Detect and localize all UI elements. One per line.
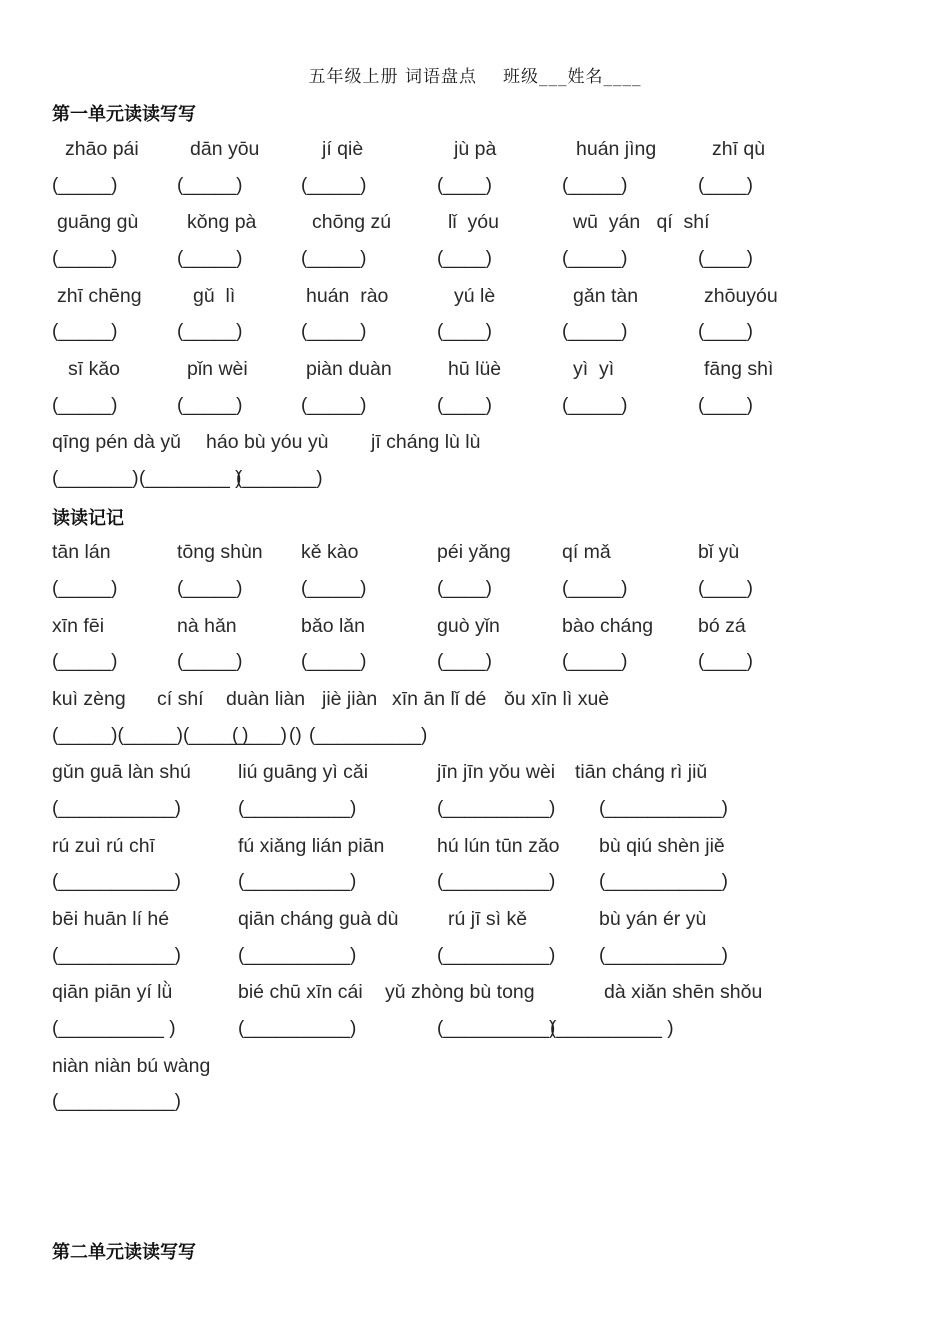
answer-blank[interactable]: (_____)(_____)(_____): [52, 725, 249, 746]
pinyin-word: huán jìng: [576, 138, 657, 160]
pinyin-word: qí mǎ: [562, 541, 611, 563]
answer-blank[interactable]: (___________): [599, 945, 728, 966]
answer-blank[interactable]: (_____): [562, 321, 628, 342]
answer-blank[interactable]: (__________): [437, 871, 556, 892]
answer-blank[interactable]: (____): [698, 321, 753, 342]
unit1-pinyin-row-5: [0, 427, 950, 457]
unit1-answer-row-5: [0, 464, 950, 494]
pinyin-idiom: hú lún tūn zǎo: [437, 835, 560, 857]
answer-blank[interactable]: (____): [698, 395, 753, 416]
answer-blank[interactable]: (_____): [52, 175, 118, 196]
answer-blank[interactable]: (_____): [177, 175, 243, 196]
pinyin-idiom: bié chū xīn cái: [238, 981, 363, 1003]
pinyin-word: fāng shì: [704, 358, 774, 380]
pinyin-word: hū lüè: [448, 358, 502, 380]
answer-blank[interactable]: (__________): [309, 725, 428, 746]
pinyin-word: bó zá: [698, 615, 746, 637]
pinyin-word: jù pà: [454, 138, 497, 160]
pinyin-word: tōng shùn: [177, 541, 263, 563]
pinyin-word: huán rào: [306, 285, 389, 307]
pinyin-idiom: háo bù yóu yù: [206, 431, 329, 453]
answer-blank[interactable]: (____): [437, 395, 492, 416]
answer-blank[interactable]: (_____): [52, 248, 118, 269]
reading-pinyin-row-3: [0, 684, 950, 714]
reading-answer-row-3: [0, 721, 950, 751]
answer-blank[interactable]: (_____): [562, 248, 628, 269]
answer-blank[interactable]: (_____): [52, 578, 118, 599]
answer-blank[interactable]: (___________): [599, 798, 728, 819]
answer-blank[interactable]: (___________): [52, 871, 181, 892]
pinyin-word: chōng zú: [312, 211, 392, 233]
answer-blank[interactable]: (___________): [52, 945, 181, 966]
answer-blank[interactable]: (_____): [177, 321, 243, 342]
pinyin-word: lǐ yóu: [448, 211, 499, 233]
pinyin-word: piàn duàn: [306, 358, 392, 380]
answer-blank[interactable]: (____): [698, 578, 753, 599]
answer-blank[interactable]: (___________): [599, 871, 728, 892]
answer-blank[interactable]: (_______): [236, 468, 323, 489]
answer-blank[interactable]: (__________): [238, 945, 357, 966]
reading-answer-row-7: [0, 1014, 950, 1044]
pinyin-word: wū yán qí shí: [573, 211, 710, 233]
answer-blank[interactable]: (____): [698, 248, 753, 269]
pinyin-word: bǎo lǎn: [301, 615, 365, 637]
answer-blank[interactable]: (__________): [238, 1018, 357, 1039]
pinyin-word: tān lán: [52, 541, 111, 563]
pinyin-word: zhāo pái: [65, 138, 139, 160]
unit1-answer-row-2: [0, 244, 950, 274]
reading-pinyin-row-7: [0, 977, 950, 1007]
unit2-heading: 第二单元读读写写: [52, 1242, 196, 1263]
pinyin-idiom: liú guāng yì cǎi: [238, 761, 369, 783]
unit1-pinyin-row-4: [0, 354, 950, 384]
pinyin-idiom: jīn jīn yǒu wèi: [437, 761, 556, 783]
pinyin-idiom: rú jī sì kě: [448, 908, 528, 930]
unit1-answer-row-3: [0, 317, 950, 347]
answer-blank[interactable]: (__________): [437, 945, 556, 966]
answer-blank[interactable]: (___________): [52, 798, 181, 819]
class-label: 班级___: [502, 67, 568, 87]
answer-blank[interactable]: (____): [698, 651, 753, 672]
pinyin-word: sī kǎo: [68, 358, 121, 380]
answer-blank[interactable]: (_____): [177, 651, 243, 672]
pinyin-idiom: jī cháng lù lù: [371, 431, 481, 453]
answer-blank[interactable]: (_____): [301, 321, 367, 342]
reading-answer-row-2: [0, 647, 950, 677]
answer-blank[interactable]: (_____): [301, 248, 367, 269]
answer-blank[interactable]: (_____): [562, 578, 628, 599]
answer-blank[interactable]: (_____): [177, 395, 243, 416]
answer-blank[interactable]: (____): [437, 248, 492, 269]
pinyin-word: xīn fēi: [52, 615, 105, 637]
answer-blank[interactable]: (_____): [301, 395, 367, 416]
answer-blank[interactable]: (____): [437, 175, 492, 196]
reading-heading: 读读记记: [52, 508, 124, 529]
pinyin-word: jiè jiàn: [322, 688, 378, 710]
pinyin-word: bǐ yù: [698, 541, 740, 563]
pinyin-word: zhōuyóu: [704, 285, 778, 307]
unit1-answer-row-4: [0, 391, 950, 421]
answer-blank[interactable]: (_____): [562, 651, 628, 672]
pinyin-word: zhī chēng: [57, 285, 142, 307]
unit1-pinyin-row-2: [0, 207, 950, 237]
answer-blank[interactable]: (__________): [437, 1018, 556, 1039]
unit1-pinyin-row-3: [0, 281, 950, 311]
answer-blank[interactable]: (_____): [52, 395, 118, 416]
reading-pinyin-row-5: [0, 831, 950, 861]
pinyin-idiom: qiān piān yí lǜ: [52, 981, 173, 1003]
answer-blank[interactable]: (_____): [177, 578, 243, 599]
answer-blank[interactable]: (____): [437, 651, 492, 672]
reading-answer-row-4: [0, 794, 950, 824]
pinyin-idiom: ǒu xīn lì xuè: [504, 688, 610, 710]
reading-pinyin-row-1: [0, 537, 950, 567]
pinyin-idiom: bēi huān lí hé: [52, 908, 170, 930]
reading-pinyin-row-8: [0, 1051, 950, 1081]
answer-blank[interactable]: (____): [232, 725, 287, 746]
pinyin-word: bào cháng: [562, 615, 654, 637]
answer-blank[interactable]: (_______): [52, 468, 139, 489]
pinyin-idiom: yǔ zhòng bù tong: [385, 981, 535, 1003]
reading-pinyin-row-2: [0, 611, 950, 641]
pinyin-word: nà hǎn: [177, 615, 237, 637]
answer-blank[interactable]: (_____): [562, 395, 628, 416]
pinyin-idiom: xīn ān lǐ dé: [392, 688, 487, 710]
answer-blank[interactable]: (_____): [52, 321, 118, 342]
answer-blank[interactable]: (___________): [52, 1091, 181, 1112]
reading-pinyin-row-4: [0, 757, 950, 787]
answer-blank[interactable]: (__________): [238, 871, 357, 892]
pinyin-idiom: fú xiǎng lián piān: [238, 835, 385, 857]
reading-pinyin-row-6: [0, 904, 950, 934]
unit1-answer-row-1: [0, 171, 950, 201]
unit1-pinyin-row-1: [0, 134, 950, 164]
answer-blank[interactable]: (__________): [437, 798, 556, 819]
answer-blank[interactable]: (_____): [562, 175, 628, 196]
pinyin-idiom: tiān cháng rì jiǔ: [575, 761, 708, 783]
pinyin-word: kǒng pà: [187, 211, 257, 233]
answer-blank[interactable]: (): [289, 725, 302, 746]
pinyin-word: duàn liàn: [226, 688, 306, 710]
pinyin-word: jí qiè: [322, 138, 364, 160]
pinyin-word: yì yì: [573, 358, 615, 380]
pinyin-word: guāng gù: [57, 211, 139, 233]
pinyin-idiom: bù qiú shèn jiě: [599, 835, 725, 857]
pinyin-idiom: qīng pén dà yǔ: [52, 431, 182, 453]
answer-blank[interactable]: (__________): [238, 798, 357, 819]
answer-blank[interactable]: (_____): [177, 248, 243, 269]
pinyin-idiom: bù yán ér yù: [599, 908, 707, 930]
answer-blank[interactable]: (_____): [52, 651, 118, 672]
pinyin-idiom: gǔn guā làn shú: [52, 761, 191, 783]
pinyin-word: pǐn wèi: [187, 358, 248, 380]
pinyin-word: yú lè: [454, 285, 496, 307]
pinyin-word: péi yǎng: [437, 541, 511, 563]
pinyin-word: kě kào: [301, 541, 359, 563]
answer-blank[interactable]: (____): [698, 175, 753, 196]
reading-answer-row-6: [0, 941, 950, 971]
pinyin-idiom: qiān cháng guà dù: [238, 908, 399, 930]
pinyin-word: kuì zèng: [52, 688, 126, 710]
pinyin-idiom: dà xiǎn shēn shǒu: [604, 981, 763, 1003]
pinyin-idiom: rú zuì rú chī: [52, 835, 155, 857]
answer-blank[interactable]: (__________ ): [52, 1018, 176, 1039]
page-title: [0, 62, 950, 87]
answer-blank[interactable]: (_____): [301, 175, 367, 196]
pinyin-word: gǎn tàn: [573, 285, 639, 307]
answer-blank[interactable]: (____): [437, 321, 492, 342]
unit1-heading: 第一单元读读写写: [52, 104, 196, 125]
name-label: 姓名____: [567, 67, 642, 87]
reading-answer-row-1: [0, 574, 950, 604]
reading-answer-row-8: [0, 1087, 950, 1117]
pinyin-word: dān yōu: [190, 138, 260, 160]
pinyin-word: guò yǐn: [437, 615, 500, 637]
worksheet-title: 五年级上册 词语盘点: [308, 67, 477, 87]
answer-blank[interactable]: (____): [437, 578, 492, 599]
pinyin-idiom: niàn niàn bú wàng: [52, 1055, 211, 1077]
answer-blank[interactable]: (________ ): [139, 468, 242, 489]
reading-answer-row-5: [0, 867, 950, 897]
answer-blank[interactable]: (__________ ): [550, 1018, 674, 1039]
answer-blank[interactable]: (_____): [301, 578, 367, 599]
answer-blank[interactable]: (_____): [301, 651, 367, 672]
pinyin-word: zhī qù: [712, 138, 766, 160]
pinyin-word: cí shí: [157, 688, 204, 710]
pinyin-word: gǔ lì: [193, 285, 236, 307]
